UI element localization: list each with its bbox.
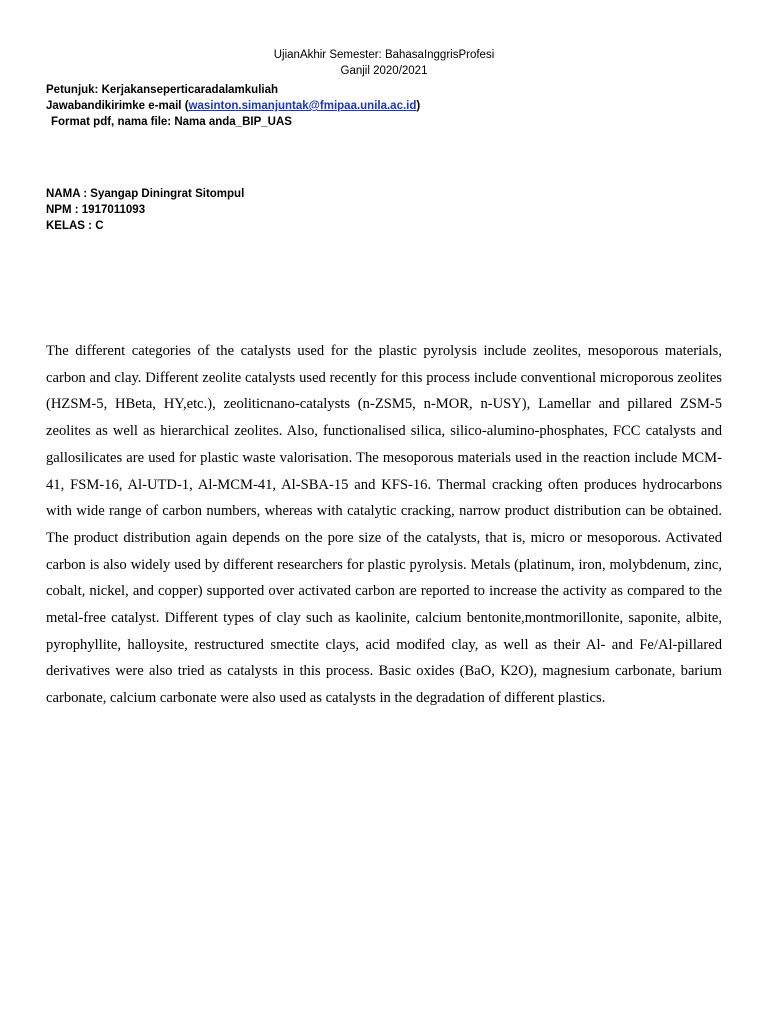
email-link[interactable]: wasinton.simanjuntak@fmipaa.unila.ac.id [188, 100, 417, 112]
instruction-send-email [46, 98, 726, 114]
instruction-petunjuk: Petunjuk: Kerjakanseperticaradalamkuliah [46, 84, 279, 96]
send-prefix: Jawabandikirimke e-mail ( [46, 100, 189, 112]
answer-paragraph: The different categories of the catalysts used for the plastic pyrolysis include zeolites, mesoporous materials, carbon and clay. Different zeolite catalysts used recently for this process include conventional microporous zeolites (HZSM-5, HBeta, HY,etc.), zeoliticnano-catalysts (n-ZSM5, n-MOR, n-USY), Lamellar and pillared ZSM-5 zeolites as well as hierarchical zeolites. Also, functionalised silica, silico-alumino-phosphates, FCC catalysts and gallosilicates are used for plastic waste valorisation. The mesoporous materials used in the reaction include MCM-41, FSM-16, Al-UTD-1, Al-MCM-41, Al-SBA-15 and KFS-16. Thermal cracking often produces hydrocarbons with wide range of carbon numbers, whereas with catalytic cracking, narrow product distribution can be obtained. The product distribution again depends on the pore size of the catalysts, that is, micro or mesoporous. Activated carbon is also widely used by different researchers for plastic pyrolysis. Metals (platinum, iron, molybdenum, zinc, cobalt, nickel, and copper) supported over activated carbon are reported to increase the activity as compared to the metal-free catalyst. Different types of clay such as kaolinite, calcium bentonite,montmorillonite, saponite, albite, pyrophyllite, halloysite, restructured smectite clays, acid modifed clay, as well as their Al- and Fe/Al-pillared derivatives were also tried as catalysts in this process. Basic oxides (BaO, K2O), magnesium carbonate, barium carbonate, calcium carbonate were also used as catalysts in the degradation of different plastics. [46, 343, 722, 707]
student-info [46, 186, 726, 234]
exam-header [0, 47, 768, 79]
exam-term: Ganjil 2020/2021 [340, 65, 428, 77]
send-suffix: ) [416, 100, 421, 112]
exam-title: UjianAkhir Semester: BahasaInggrisProfesi [273, 49, 495, 61]
student-name: NAMA : Syangap Diningrat Sitompul [46, 188, 245, 200]
instructions-block [46, 82, 726, 130]
instruction-format: Format pdf, nama file: Nama anda_BIP_UAS [51, 116, 292, 128]
student-class: KELAS : C [46, 220, 104, 232]
student-npm: NPM : 1917011093 [46, 204, 146, 216]
